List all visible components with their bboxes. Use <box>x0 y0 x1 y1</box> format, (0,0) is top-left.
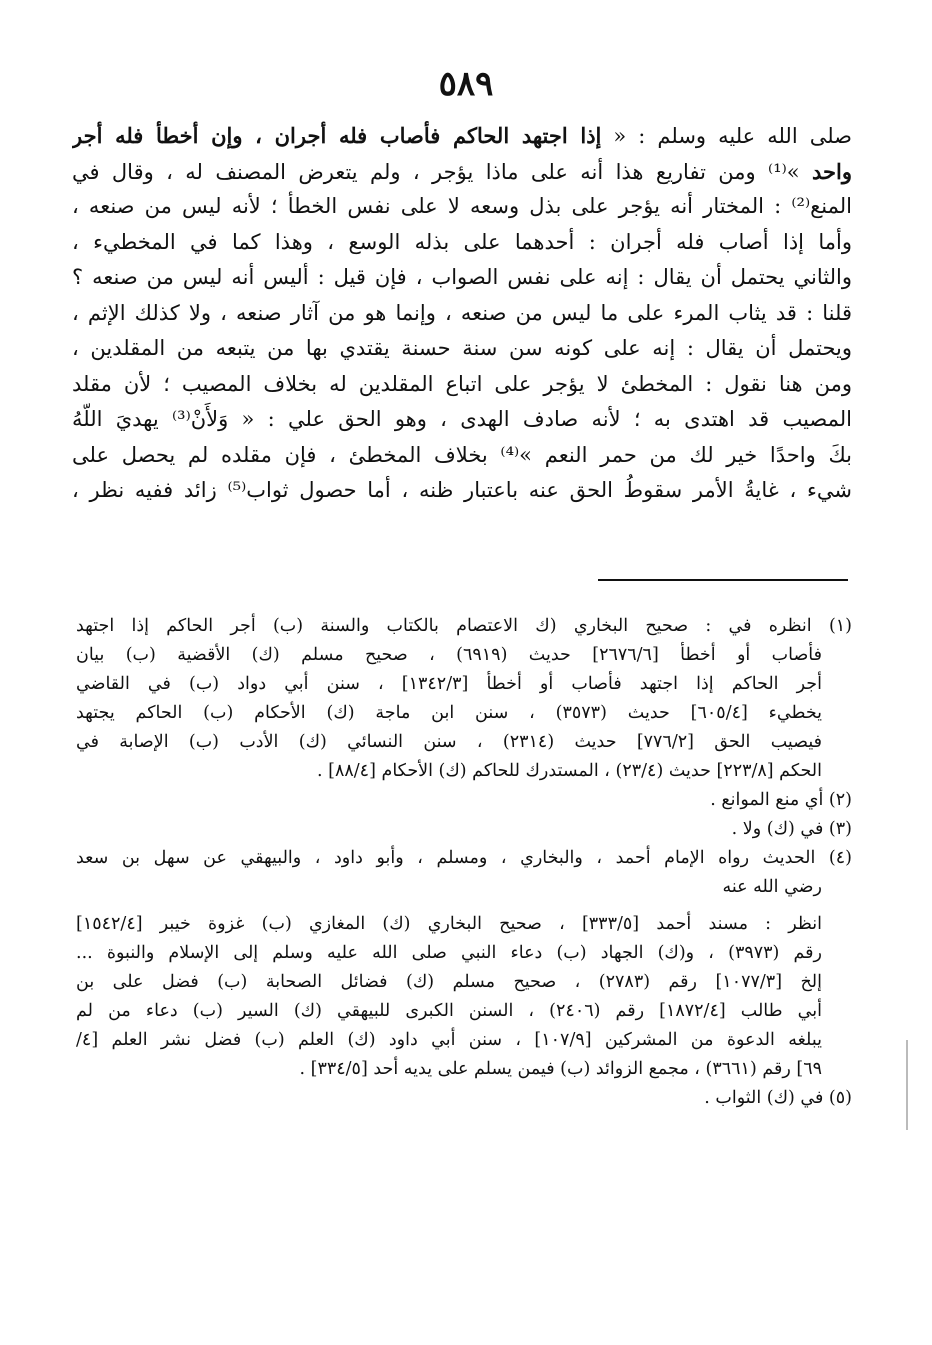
footnote-line: فيصيب الحق [٧٧٦/٢] حديث (٢٣١٤) ، سنن النسائي (ك) الأدب (ب) الإصابة في <box>76 732 822 752</box>
text-line: ومن هنا نقول : المخطئ لا يؤجر على اتباع المقلدين له بخلاف المصيب ؛ لأن مقلد <box>72 371 852 396</box>
hadith-quote: إذا اجتهد الحاكم فأصاب فله أجران ، وإن أخطأ فله أجر <box>72 123 602 148</box>
footnote-2: (٢) أي منع الموانع . <box>710 790 852 810</box>
footnote-line: ٦٩] رقم (٣٦٦١) ، مجمع الزوائد (ب) فيمن يسلم على يديه أحد [٣٣٤/٥] . <box>299 1059 822 1079</box>
text-line: بكَ واحدًا خير لك من حمر النعم »⁽⁴⁾ بخلاف المخطئ ، فإن مقلده لم يحصل على <box>72 442 852 467</box>
footnote-line: فأصاب أو أخطأ [٢٦٧٦/٦] حديث (٦٩١٩) ، صحيح مسلم (ك) الأقضية (ب) بيان <box>76 645 823 665</box>
page-number: ٥٨٩ <box>438 64 494 104</box>
footnote-line: (١) انظره في : صحيح البخاري (ك الاعتصام بالكتاب والسنة (ب) أجر الحاكم إذا اجتهد <box>76 616 852 636</box>
footnote-line: رقم (٣٩٧٣) ، و(ك) الجهاد (ب) دعاء النبي صلى الله عليه وسلم إلى الإسلام والنبوة ... <box>76 943 822 963</box>
footnote-1 <box>76 612 852 786</box>
footnote-line: (٤) الحديث رواه الإمام أحمد ، والبخاري ، ومسلم ، وأبو داود ، والبيهقي عن سهل بن سعد <box>76 848 852 868</box>
footnote-3: (٣) في (ك) ولا . <box>731 819 852 839</box>
footnote-line: الحكم [٢٢٣/٨] حديث (٢٣/٤) ، المستدرك للحاكم (ك) الأحكام [٨٨/٤] . <box>317 761 822 781</box>
footnote-line: إلخ [١٠٧٧/٣] رقم (٢٧٨٣) ، صحيح مسلم (ك) فضائل الصحابة (ب) فضل على بن <box>76 972 822 992</box>
footnote-5: (٥) في (ك) الثواب . <box>704 1088 852 1108</box>
text-line: ويحتمل أن يقال : إنه على كونه سن سنة حسنة يقتدي بها من يتبعه من المقلدين ، <box>72 336 852 360</box>
footnote-line: أبي طالب [١٨٧٢/٤] رقم (٢٤٠٦) ، السنن الكبرى للبيهقي (ك) السير (ب) دعاء من لم <box>76 1001 822 1021</box>
footnote-line: أجر الحاكم إذا اجتهد فأصاب أو أخطأ [١٣٤٢/٣] ، سنن أبي دواد (ب) في القاضي <box>76 674 822 694</box>
text-line: وأما إذا أصاب فله أجران : أحدهما على بذله الوسع ، وهذا كما في المخطيء ، <box>72 229 852 254</box>
text-line: شيء ، غايةُ الأمر سقوطُ الحق عنه باعتبار ظنه ، أما حصول ثواب⁽⁵⁾ زائد ففيه نظر ، <box>72 478 852 502</box>
text-line: قلنا : قد يثاب المرء على ما ليس من صنعه ، وإنما هو من آثار صنعه ، ولا كذلك الإثم ، <box>72 300 852 325</box>
footnote-4 <box>76 844 852 1084</box>
text-line: المنع⁽²⁾ : المختار أنه يؤجر على بذل وسعه لا على نفس الخطأ ؛ لأنه ليس من صنعه ، <box>72 194 852 218</box>
text-line: واحد »⁽¹⁾ ومن تفاريع هذا أنه على ماذا يؤجر ، ولم يتعرض المصنف له ، وقال في <box>72 158 852 184</box>
footnote-line: رضي الله عنه <box>722 877 822 897</box>
hadith-quote: واحد <box>812 158 852 184</box>
text-line: والثاني يحتمل أن يقال : إنه على نفس الصواب ، فإن قيل : أليس أنه ليس من صنعه ؟ <box>72 265 852 289</box>
main-text <box>72 118 852 509</box>
footnote-divider <box>598 579 848 581</box>
footnote-line: يخطيء [٦٠٥/٤] حديث (٣٥٧٣) ، سنن ابن ماجة (ك) الأحكام (ب) الحاكم يجتهد <box>76 703 823 723</box>
scan-artifact <box>906 1040 908 1130</box>
text-line: صلى الله عليه وسلم : « إذا اجتهد الحاكم فأصاب فله أجران ، وإن أخطأ فله أجر <box>72 123 852 148</box>
footnotes <box>76 612 852 1113</box>
footnote-line: يبلغه الدعوة من المشركين [١٠٧/٩] ، سنن أبي داود (ك) العلم (ب) فضل نشر العلم [٤/ <box>76 1030 822 1050</box>
text-line: المصيب قد اهتدى به ؛ لأنه صادف الهدى ، وهو الحق علي : « وَلأَنْ⁽³⁾ يهديَ اللّهُ <box>72 407 852 431</box>
footnote-line: انظر : مسند أحمد [٣٣٣/٥] ، صحيح البخاري (ك) المغازي (ب) غزوة خيبر [١٥٤٢/٤] <box>76 914 823 934</box>
